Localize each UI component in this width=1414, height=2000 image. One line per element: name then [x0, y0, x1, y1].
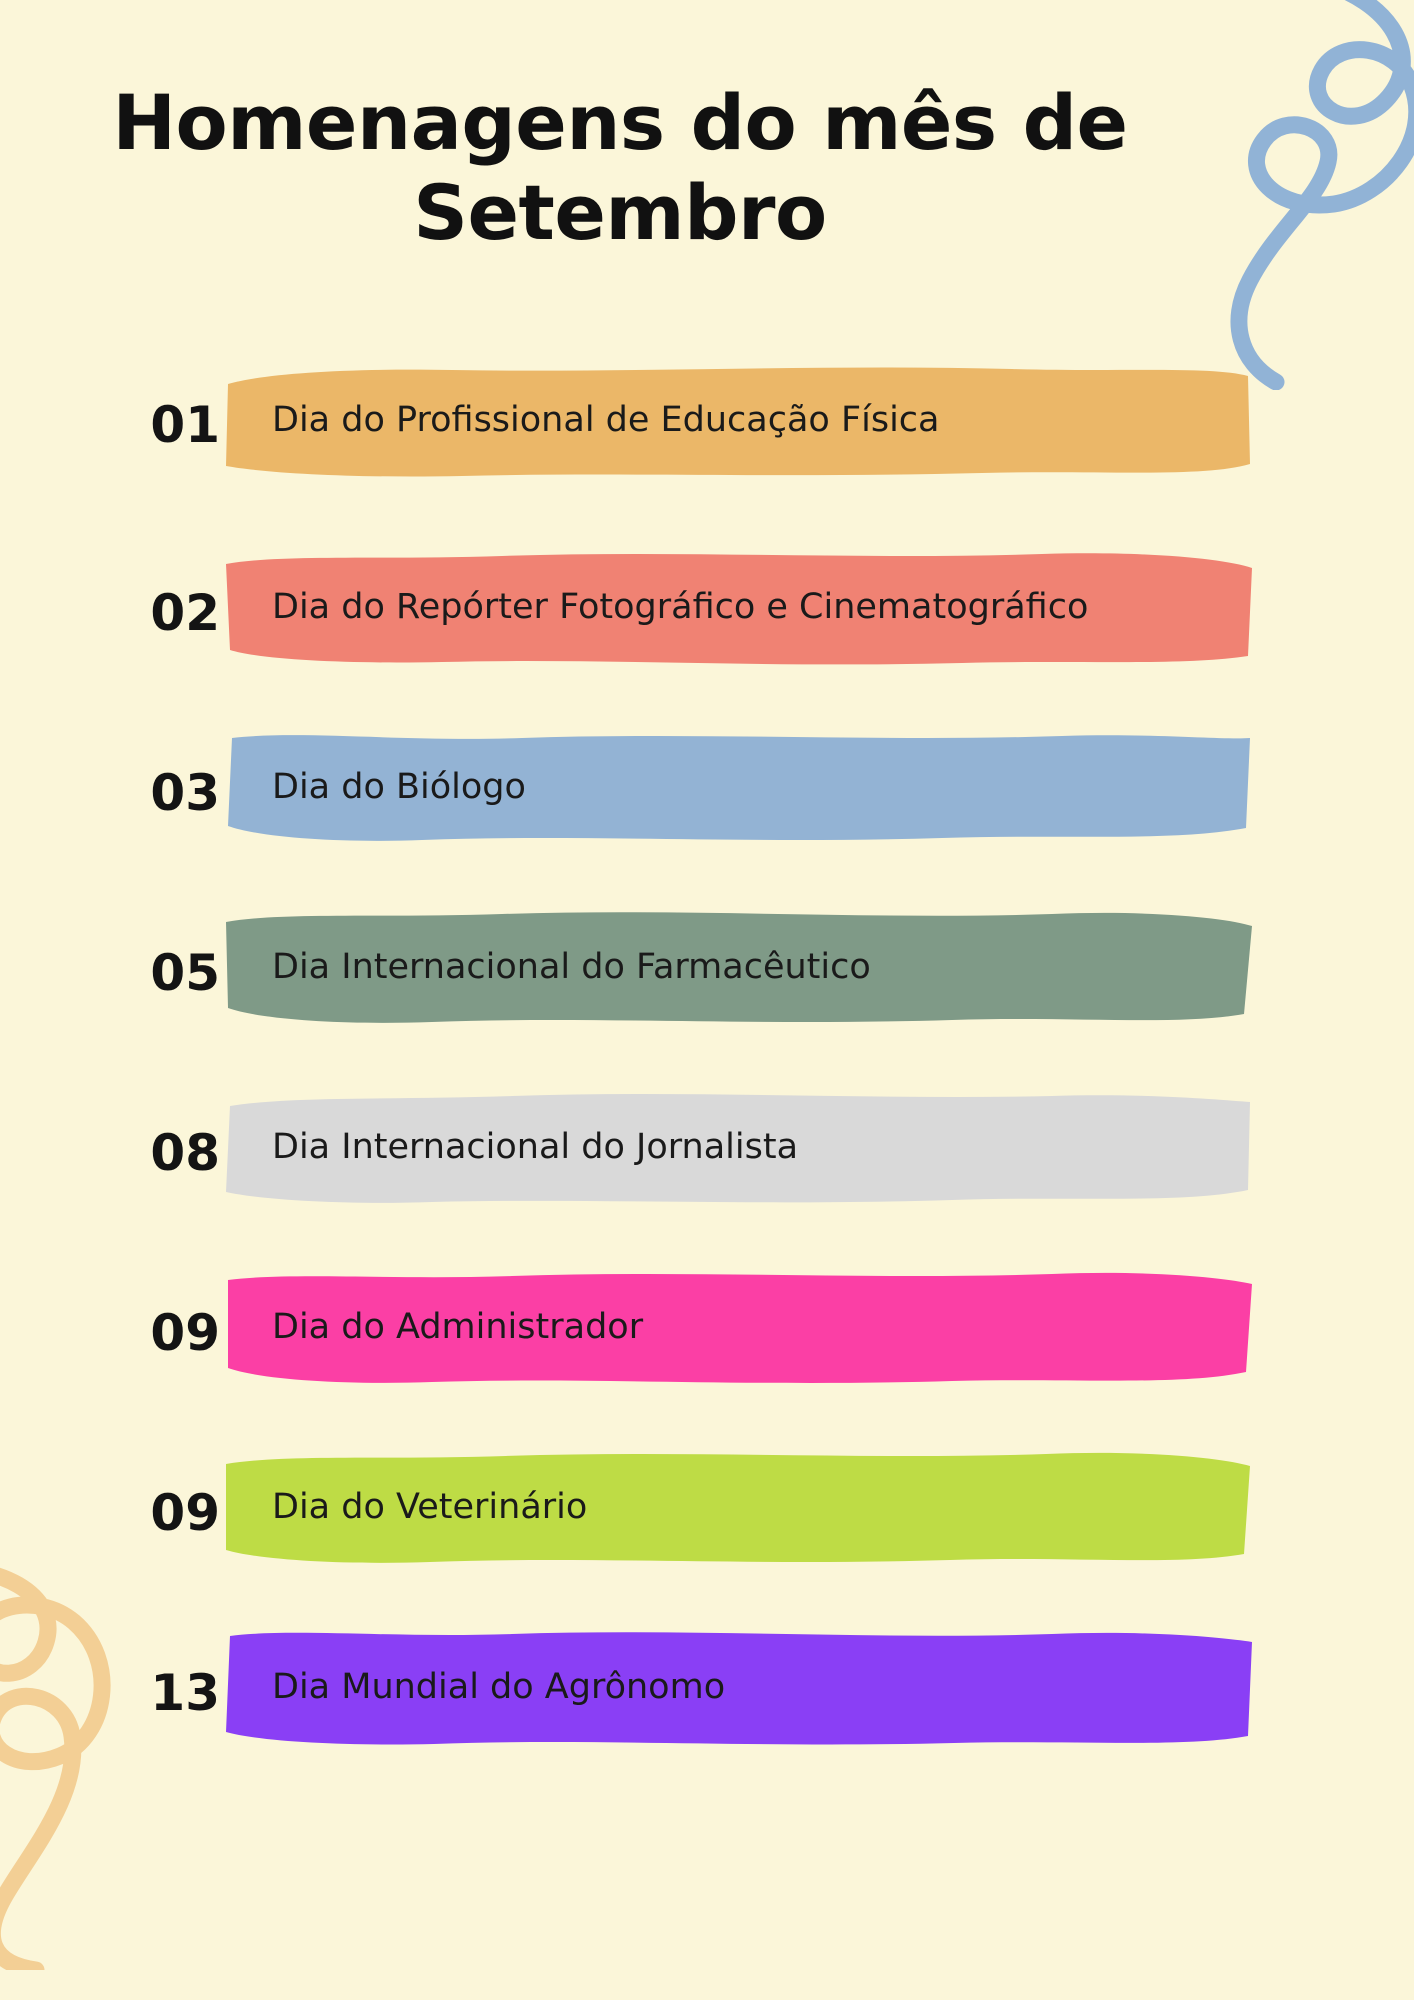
day-number: 09: [150, 1304, 220, 1362]
commemorative-days-list: [0, 360, 1414, 1800]
day-number: 13: [150, 1664, 220, 1722]
day-label: Dia do Profissional de Educação Física: [272, 400, 940, 440]
day-number: 05: [150, 944, 220, 1002]
day-label: Dia do Repórter Fotográfico e Cinematográfico: [272, 587, 1089, 627]
day-label: Dia Internacional do Jornalista: [272, 1127, 799, 1167]
list-item: [0, 1440, 1414, 1620]
list-item: [0, 360, 1414, 540]
day-number: 08: [150, 1124, 220, 1182]
list-item: [0, 540, 1414, 720]
list-item: [0, 720, 1414, 900]
day-label: Dia do Veterinário: [272, 1487, 588, 1527]
day-number: 02: [150, 584, 220, 642]
list-item: [0, 1260, 1414, 1440]
day-label: Dia do Biólogo: [272, 767, 526, 807]
list-item: [0, 1620, 1414, 1800]
day-number: 09: [150, 1484, 220, 1542]
page-title: Homenagens do mês de Setembro: [112, 78, 1128, 257]
day-label: Dia Internacional do Farmacêutico: [272, 947, 871, 987]
list-item: [0, 900, 1414, 1080]
day-label: Dia Mundial do Agrônomo: [272, 1667, 726, 1707]
day-number: 03: [150, 764, 220, 822]
day-label: Dia do Administrador: [272, 1307, 644, 1347]
list-item: [0, 1080, 1414, 1260]
day-number: 01: [150, 396, 220, 454]
